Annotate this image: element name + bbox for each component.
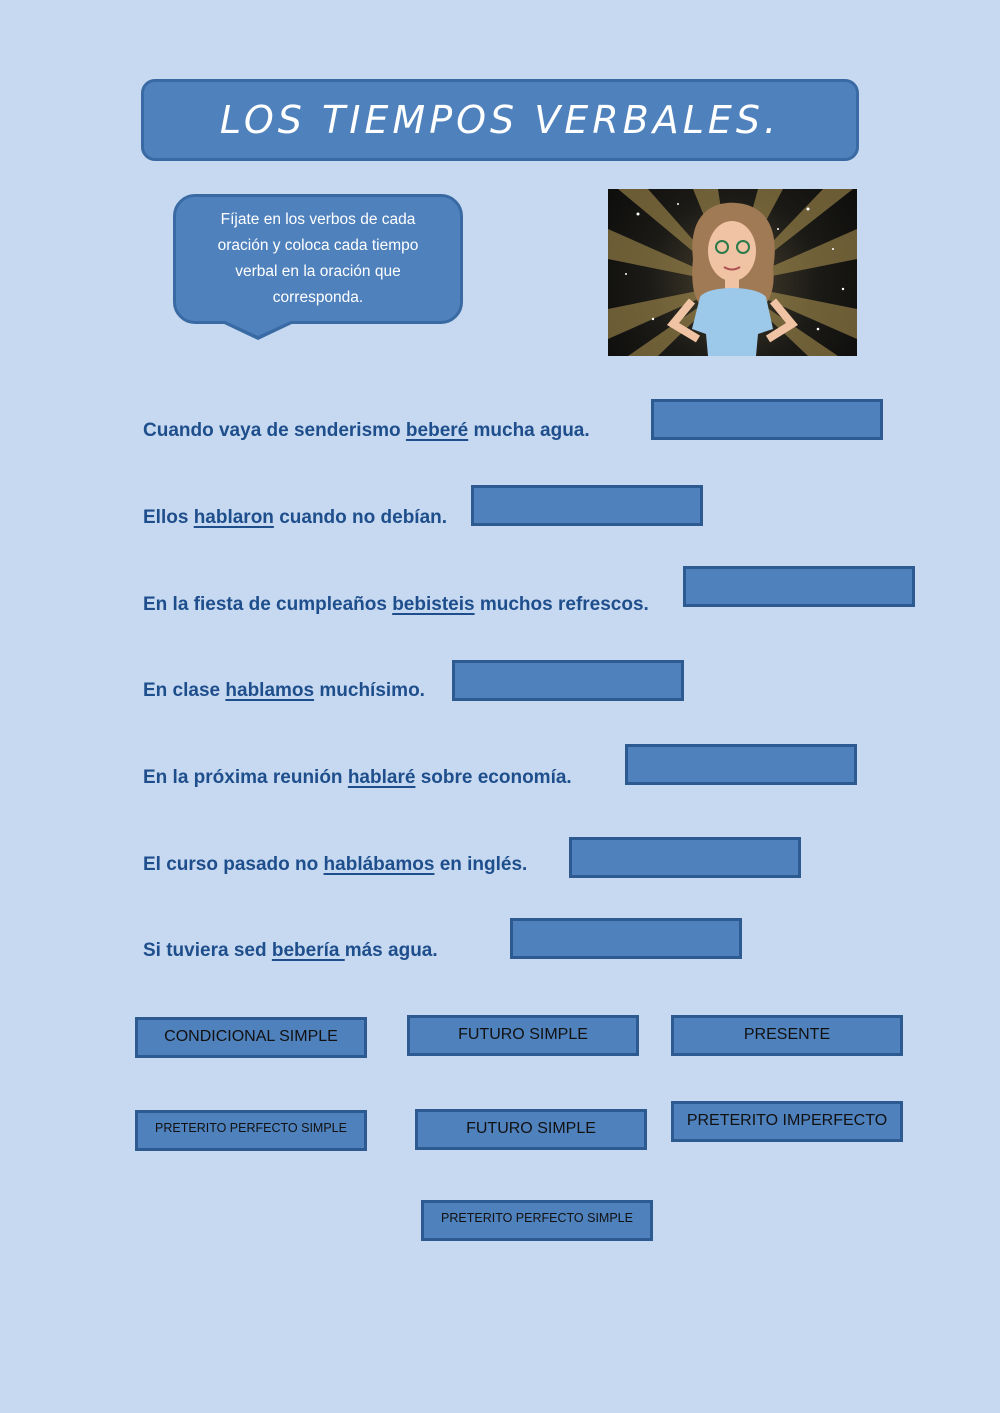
answer-box-7[interactable] — [510, 918, 742, 959]
answer-box-2[interactable] — [471, 485, 703, 526]
tag-presente[interactable]: PRESENTE — [671, 1015, 903, 1056]
tag-preterito-perfecto-simple[interactable]: PRETERITO PERFECTO SIMPLE — [135, 1110, 367, 1151]
answer-box-5[interactable] — [625, 744, 857, 785]
answer-box-6[interactable] — [569, 837, 801, 878]
verb: beberé — [405, 420, 469, 441]
instruction-text: Fíjate en los verbos de cada oración y coloca cada tiempo verbal en la oración que corresponda. — [217, 211, 419, 306]
sentence-5: En la próxima reunión hablaré sobre economía. — [143, 767, 572, 788]
verb: bebería — [271, 940, 345, 961]
tag-condicional-simple[interactable]: CONDICIONAL SIMPLE — [135, 1017, 367, 1058]
instruction-bubble — [173, 194, 463, 324]
tag-preterito-imperfecto[interactable]: PRETERITO IMPERFECTO — [671, 1101, 903, 1142]
sentence-1: Cuando vaya de senderismo beberé mucha agua. — [143, 420, 590, 441]
sentence-6: El curso pasado no hablábamos en inglés. — [143, 854, 528, 875]
title-banner — [141, 79, 859, 161]
tag-preterito-perfecto-simple-2[interactable]: PRETERITO PERFECTO SIMPLE — [421, 1200, 653, 1241]
answer-box-1[interactable] — [651, 399, 883, 440]
answer-box-4[interactable] — [452, 660, 684, 701]
sentence-7: Si tuviera sed bebería más agua. — [143, 940, 438, 961]
verb: hablamos — [225, 680, 315, 701]
tag-futuro-simple-2[interactable]: FUTURO SIMPLE — [415, 1109, 647, 1150]
tag-futuro-simple[interactable]: FUTURO SIMPLE — [407, 1015, 639, 1056]
sentence-4: En clase hablamos muchísimo. — [143, 680, 425, 701]
sentence-2: Ellos hablaron cuando no debían. — [143, 507, 448, 528]
bitmoji-avatar — [608, 189, 857, 356]
verb: hablaré — [347, 767, 416, 788]
page-title: LOS TIEMPOS VERBALES. — [219, 98, 781, 142]
verb: hablábamos — [323, 854, 435, 875]
sentence-3: En la fiesta de cumpleaños bebisteis muchos refrescos. — [143, 594, 649, 615]
answer-box-3[interactable] — [683, 566, 915, 607]
verb: hablaron — [193, 507, 274, 528]
verb: bebisteis — [392, 594, 475, 615]
